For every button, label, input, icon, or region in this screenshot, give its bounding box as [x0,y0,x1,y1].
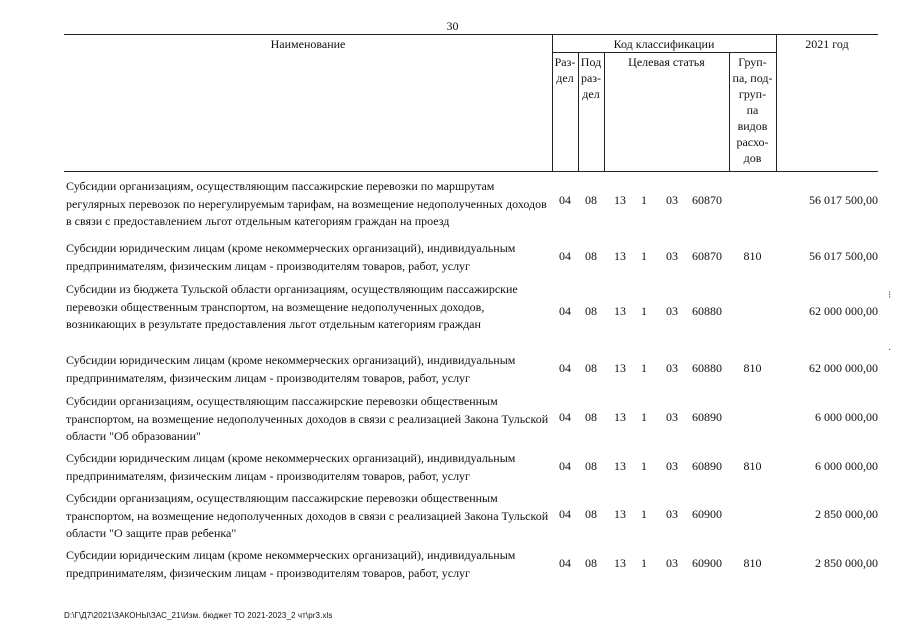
page-number: 30 [446,19,459,33]
row-target-program: 13 [614,507,626,521]
header-group: Груп- па, под- груп- па видов расхо- дов [732,55,773,165]
row-subsection: 08 [585,361,597,375]
row-target-subprogram: 1 [641,361,647,375]
row-subsection: 08 [585,410,597,424]
row-section: 04 [559,459,571,473]
row-target-program: 13 [614,556,626,570]
scan-mark-icon: · [888,345,892,356]
row-target-direction: 60870 [692,249,722,263]
row-target-main: 03 [666,459,678,473]
row-target-program: 13 [614,459,626,473]
row-subsection: 08 [585,556,597,570]
row-target-subprogram: 1 [641,556,647,570]
row-name: Субсидии юридическим лицам (кроме некоммерческих организаций), индивидуальным предпринимателям, физическим лицам - производителям товаров, работ, услуг [66,548,516,580]
header-year: 2021 год [805,37,849,51]
row-target-subprogram: 1 [641,249,647,263]
row-name: Субсидии организациям, осуществляющим пассажирские перевозки общественным транспортом, на возмещение недополученных доходов в связи с реализацией Закона Тульской области "О защите прав ребенка" [66,491,549,540]
row-expense-group: 810 [743,459,762,473]
row-target-direction: 60890 [692,410,722,424]
row-expense-group: 810 [743,361,762,375]
row-target-main: 03 [666,193,678,207]
row-amount: 2 850 000,00 [815,507,878,521]
row-section: 04 [559,507,571,521]
row-target-direction: 60900 [692,507,722,521]
row-name: Субсидии организациям, осуществляющим пассажирские перевозки по маршрутам регулярных перевозок по нерегулируемым тарифам, на возмещение недополученных доходов в связи с предоставлением льгот отдельным категориям граждан на проезд [66,179,547,228]
row-section: 04 [559,361,571,375]
row-target-subprogram: 1 [641,193,647,207]
row-target-program: 13 [614,304,626,318]
row-target-main: 03 [666,361,678,375]
header-subsection: Под раз- дел [580,55,602,101]
row-target-direction: 60880 [692,304,722,318]
row-section: 04 [559,304,571,318]
row-target-direction: 60880 [692,361,722,375]
header-name: Наименование [270,37,346,51]
row-subsection: 08 [585,507,597,521]
table-header [64,34,878,172]
row-target-subprogram: 1 [641,410,647,424]
row-target-subprogram: 1 [641,507,647,521]
row-target-program: 13 [614,193,626,207]
row-name: Субсидии юридическим лицам (кроме некоммерческих организаций), индивидуальным предпринимателям, физическим лицам - производителям товаров, работ, услуг [66,353,516,385]
row-amount: 6 000 000,00 [815,459,878,473]
divider [776,35,777,171]
row-subsection: 08 [585,193,597,207]
scan-mark-icon: ⁝ [888,290,892,301]
row-target-program: 13 [614,410,626,424]
row-target-program: 13 [614,361,626,375]
row-target-program: 13 [614,249,626,263]
row-target-main: 03 [666,304,678,318]
row-target-main: 03 [666,556,678,570]
row-section: 04 [559,410,571,424]
row-section: 04 [559,193,571,207]
row-amount: 62 000 000,00 [809,304,878,318]
row-expense-group: 810 [743,556,762,570]
row-target-main: 03 [666,507,678,521]
row-section: 04 [559,556,571,570]
row-subsection: 08 [585,249,597,263]
row-target-main: 03 [666,410,678,424]
row-name: Субсидии юридическим лицам (кроме некоммерческих организаций), индивидуальным предпринимателям, физическим лицам - производителям товаров, работ, услуг [66,241,516,273]
row-amount: 6 000 000,00 [815,410,878,424]
row-amount: 56 017 500,00 [809,193,878,207]
row-name: Субсидии юридическим лицам (кроме некоммерческих организаций), индивидуальным предпринимателям, физическим лицам - производителям товаров, работ, услуг [66,451,516,483]
row-expense-group: 810 [743,249,762,263]
row-target-main: 03 [666,249,678,263]
header-target: Целевая статья [628,55,705,69]
header-section: Раз- дел [554,55,576,85]
header-code: Код классификации [613,37,715,51]
row-name: Субсидии из бюджета Тульской области организациям, осуществляющим пассажирские перевозки общественным транспортом, на возмещение недополученных доходов, возникающих в результате предоставления льгот отдельным категориям граждан [66,282,518,331]
row-target-subprogram: 1 [641,304,647,318]
row-target-direction: 60870 [692,193,722,207]
row-amount: 2 850 000,00 [815,556,878,570]
row-target-direction: 60890 [692,459,722,473]
row-section: 04 [559,249,571,263]
row-name: Субсидии организациям, осуществляющим пассажирские перевозки общественным транспортом, на возмещение недополученных доходов в связи с реализацией Закона Тульской области "Об образовании" [66,394,549,443]
row-subsection: 08 [585,459,597,473]
row-amount: 62 000 000,00 [809,361,878,375]
row-target-direction: 60900 [692,556,722,570]
row-amount: 56 017 500,00 [809,249,878,263]
file-path-footer: D:\Г\Д7\2021\ЗАКОНЫ\ЗАС_21\Изм. бюджет ТО 2021-2023_2 чт\pr3.xls [64,611,333,620]
divider [552,52,776,53]
row-target-subprogram: 1 [641,459,647,473]
row-subsection: 08 [585,304,597,318]
divider [604,53,605,171]
